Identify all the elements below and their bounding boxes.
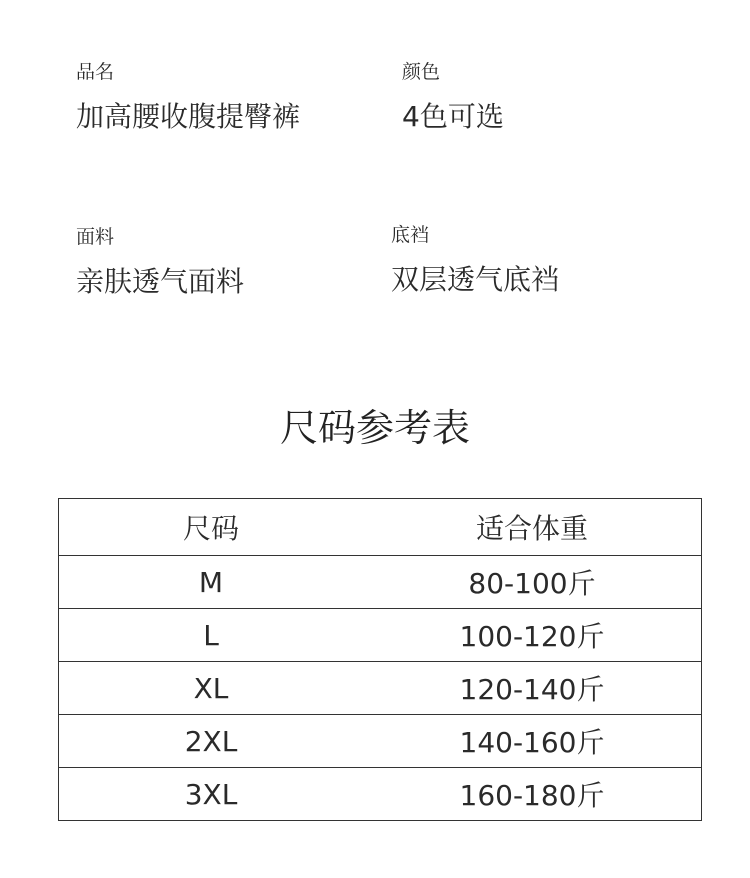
weight-cell: 120-140斤	[363, 662, 701, 715]
table-row	[59, 662, 702, 715]
table-row	[59, 609, 702, 662]
column-header-weight: 适合体重	[476, 512, 589, 545]
weight-cell: 100-120斤	[363, 609, 701, 662]
spec-label: 品名	[76, 61, 115, 83]
size-cell: 3XL	[59, 768, 364, 821]
weight-cell: 80-100斤	[363, 556, 701, 609]
spec-value: 加高腰收腹提臀裤	[76, 100, 301, 133]
size-cell: 2XL	[59, 715, 364, 768]
spec-color	[402, 60, 504, 134]
table-row	[59, 768, 702, 821]
spec-value: 双层透气底裆	[391, 263, 560, 296]
table-row	[59, 715, 702, 768]
size-chart-table	[58, 498, 702, 821]
table-row	[59, 556, 702, 609]
table-header-row	[59, 499, 702, 556]
weight-cell: 160-180斤	[363, 768, 701, 821]
size-chart-title: 尺码参考表	[279, 406, 470, 450]
spec-fabric	[76, 225, 244, 299]
weight-cell: 140-160斤	[363, 715, 701, 768]
size-cell: XL	[59, 662, 364, 715]
spec-label: 面料	[76, 226, 115, 248]
spec-crotch	[391, 223, 559, 297]
spec-label: 底裆	[391, 224, 430, 246]
spec-product-name	[76, 60, 300, 134]
spec-value: 4色可选	[402, 100, 504, 133]
spec-label: 颜色	[402, 61, 441, 83]
size-cell: M	[59, 556, 364, 609]
spec-value: 亲肤透气面料	[76, 265, 245, 298]
size-cell: L	[59, 609, 364, 662]
column-header-size: 尺码	[183, 512, 240, 545]
